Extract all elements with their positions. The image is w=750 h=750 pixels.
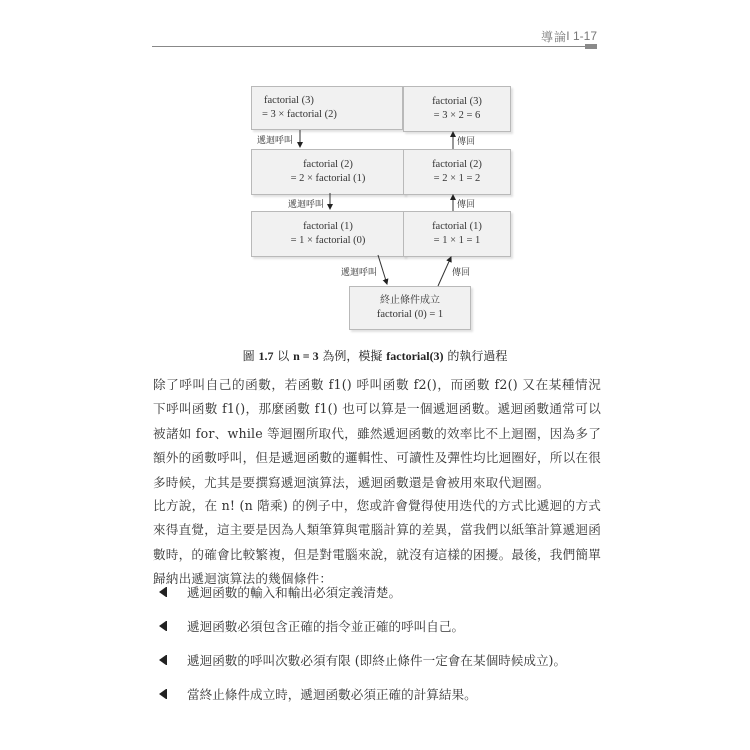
base-case-expr: factorial (0) = 1 bbox=[376, 309, 444, 320]
result-text: factorial (3) bbox=[432, 96, 482, 107]
caption-number: 1.7 bbox=[258, 349, 274, 363]
list-item-text: 遞迴函數的輸入和輸出必須定義清楚。 bbox=[187, 585, 402, 600]
return-label-3: 傳回 bbox=[452, 268, 471, 278]
bullet-triangle-icon bbox=[159, 689, 166, 699]
paragraph-2: 比方說，在 n! (n 階乘) 的例子中，您或許會覺得使用迭代的方式比遞迴的方式來得直覺，這主要是因為人類筆算與電腦計算的差異，當我們以紙筆計算遞迴函數時，的確會比較繁複，但是對電腦來說，就沒有這樣的困擾。最後，我們簡單歸納出遞迴演算法的幾個條件： bbox=[153, 498, 601, 587]
list-item bbox=[153, 646, 601, 680]
recursive-call-label-2: 遞迴呼叫 bbox=[288, 200, 325, 210]
result-text: factorial (2) bbox=[432, 159, 482, 170]
list-item bbox=[153, 578, 601, 612]
recursion-diagram bbox=[0, 0, 750, 340]
caption-text: 為例，模擬 bbox=[318, 349, 387, 363]
return-label-2: 傳回 bbox=[457, 200, 476, 210]
list-item-text: 遞迴函數的呼叫次數必須有限 (即終止條件一定會在某個時候成立)。 bbox=[187, 653, 567, 668]
paragraph-1: 除了呼叫自己的函數，若函數 f1() 呼叫函數 f2()，而函數 f2() 又在某種情況下呼叫函數 f1()，那麼函數 f1() 也可以算是一個遞迴函數。遞迴函數通常可以被諸如 for、while 等迴圈所取代，雖然遞迴函數的效率比不上迴圈，因為多了額外的函數呼叫，但是遞迴函數的邏輯性、可讀性及彈性均比迴圈好，所以在很多時候，尤其是要撰寫遞迴演算法，遞迴函數還是會被用來取代迴圈。 bbox=[153, 377, 601, 490]
list-item-text: 遞迴函數必須包含正確的指令並正確的呼叫自己。 bbox=[187, 619, 465, 634]
bullet-triangle-icon bbox=[159, 655, 166, 665]
call-expr: = 3 × factorial (2) bbox=[262, 109, 337, 120]
bullet-triangle-icon bbox=[159, 587, 166, 597]
caption-prefix: 圖 bbox=[242, 349, 255, 363]
page-number-value: 1-17 bbox=[572, 29, 597, 43]
return-label-1: 傳回 bbox=[457, 137, 476, 147]
call-text: factorial (1) bbox=[303, 221, 353, 232]
figure-caption bbox=[0, 347, 750, 364]
list-item-text: 當終止條件成立時，遞迴函數必須正確的計算結果。 bbox=[187, 687, 477, 702]
page-number: I 1-17 bbox=[566, 29, 597, 43]
caption-text: 以 bbox=[273, 349, 294, 363]
caption-n: n = 3 bbox=[293, 349, 319, 363]
chapter-title: 導論 bbox=[540, 30, 567, 44]
recursive-call-label-3: 遞迴呼叫 bbox=[341, 268, 378, 278]
bullet-triangle-icon bbox=[159, 621, 166, 631]
result-expr: = 1 × 1 = 1 bbox=[433, 235, 481, 246]
call-text: factorial (2) bbox=[303, 159, 353, 170]
arrows bbox=[0, 0, 750, 340]
caption-text: 的執行過程 bbox=[443, 349, 508, 363]
condition-list bbox=[153, 578, 601, 714]
call-expr: = 1 × factorial (0) bbox=[290, 235, 366, 246]
base-case-label: 終止條件成立 bbox=[380, 295, 440, 306]
list-item bbox=[153, 612, 601, 646]
result-expr: = 2 × 1 = 2 bbox=[433, 173, 481, 184]
recursive-call-label-1: 遞迴呼叫 bbox=[257, 136, 294, 146]
caption-func: factorial(3) bbox=[386, 349, 444, 363]
call-text: factorial (3) bbox=[264, 95, 314, 106]
list-item bbox=[153, 680, 601, 714]
result-text: factorial (1) bbox=[432, 221, 482, 232]
call-expr: = 2 × factorial (1) bbox=[290, 173, 366, 184]
result-expr: = 3 × 2 = 6 bbox=[433, 110, 481, 121]
